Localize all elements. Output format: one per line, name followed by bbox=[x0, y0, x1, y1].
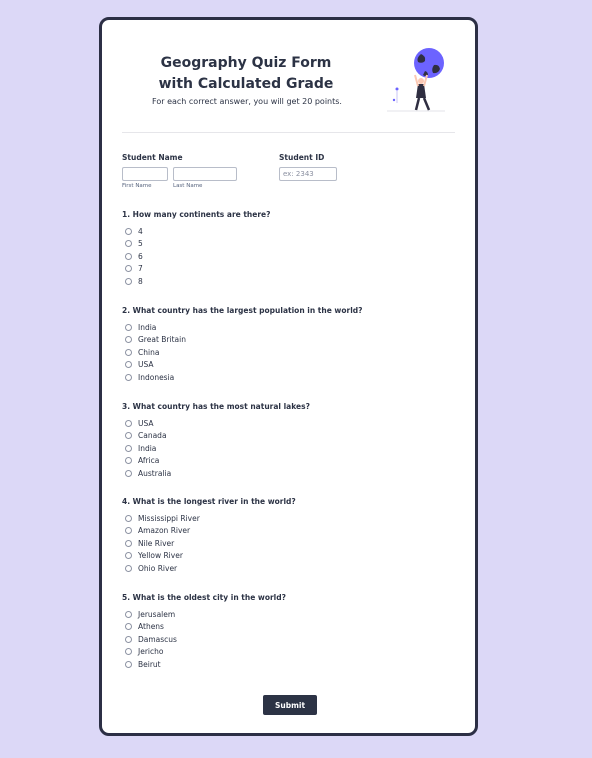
student-name-label: Student Name bbox=[122, 153, 183, 162]
option-item[interactable] bbox=[122, 537, 452, 550]
option-item[interactable] bbox=[122, 621, 452, 634]
question-5 bbox=[122, 593, 452, 671]
radio-button[interactable] bbox=[125, 457, 132, 464]
option-item[interactable] bbox=[122, 633, 452, 646]
option-label: Jericho bbox=[138, 647, 164, 657]
option-item[interactable] bbox=[122, 512, 452, 525]
question-3 bbox=[122, 402, 452, 480]
first-name-sublabel: First Name bbox=[122, 183, 152, 189]
radio-button[interactable] bbox=[125, 420, 132, 427]
option-label: India bbox=[138, 443, 157, 453]
option-label: Great Britain bbox=[138, 335, 186, 345]
person-holding-globe-icon bbox=[385, 45, 449, 117]
option-item[interactable] bbox=[122, 430, 452, 443]
radio-button[interactable] bbox=[125, 515, 132, 522]
option-item[interactable] bbox=[122, 417, 452, 430]
option-item[interactable] bbox=[122, 371, 452, 384]
radio-button[interactable] bbox=[125, 552, 132, 559]
option-label: Canada bbox=[138, 431, 167, 441]
form-subtitle: For each correct answer, you will get 20 points. bbox=[152, 97, 342, 106]
radio-button[interactable] bbox=[125, 636, 132, 643]
option-label: Nile River bbox=[138, 538, 175, 548]
option-item[interactable] bbox=[122, 263, 452, 276]
radio-button[interactable] bbox=[125, 527, 132, 534]
option-item[interactable] bbox=[122, 250, 452, 263]
question-1 bbox=[122, 210, 452, 288]
option-label: India bbox=[138, 322, 157, 332]
option-item[interactable] bbox=[122, 359, 452, 372]
radio-button[interactable] bbox=[125, 265, 132, 272]
radio-button[interactable] bbox=[125, 623, 132, 630]
option-label: 5 bbox=[138, 239, 143, 249]
radio-button[interactable] bbox=[125, 445, 132, 452]
option-label: Amazon River bbox=[138, 526, 191, 536]
radio-button[interactable] bbox=[125, 349, 132, 356]
first-name-field[interactable] bbox=[122, 167, 168, 181]
option-label: Ohio River bbox=[138, 563, 178, 573]
radio-button[interactable] bbox=[125, 278, 132, 285]
option-item[interactable] bbox=[122, 225, 452, 238]
question-title: 2. What country has the largest population in the world? bbox=[122, 306, 363, 315]
option-label: Mississippi River bbox=[138, 513, 200, 523]
option-label: 8 bbox=[138, 276, 143, 286]
option-item[interactable] bbox=[122, 275, 452, 288]
form-card bbox=[99, 17, 478, 736]
option-item[interactable] bbox=[122, 346, 452, 359]
option-item[interactable] bbox=[122, 467, 452, 480]
form-title: Geography Quiz Form with Calculated Grade bbox=[158, 55, 334, 92]
option-item[interactable] bbox=[122, 646, 452, 659]
option-label: 4 bbox=[138, 226, 143, 236]
submit-button[interactable]: Submit bbox=[263, 695, 317, 715]
option-label: USA bbox=[138, 360, 154, 370]
question-title: 3. What country has the most natural lakes? bbox=[122, 402, 310, 411]
option-label: Yellow River bbox=[138, 551, 183, 561]
option-item[interactable] bbox=[122, 334, 452, 347]
radio-button[interactable] bbox=[125, 374, 132, 381]
option-label: Athens bbox=[138, 622, 164, 632]
option-item[interactable] bbox=[122, 525, 452, 538]
question-title: 5. What is the oldest city in the world? bbox=[122, 593, 286, 602]
question-2 bbox=[122, 306, 452, 384]
radio-button[interactable] bbox=[125, 470, 132, 477]
option-label: China bbox=[138, 347, 160, 357]
radio-button[interactable] bbox=[125, 432, 132, 439]
radio-button[interactable] bbox=[125, 240, 132, 247]
student-id-field[interactable] bbox=[279, 167, 337, 181]
question-title: 4. What is the longest river in the world? bbox=[122, 497, 296, 506]
option-label: USA bbox=[138, 418, 154, 428]
radio-button[interactable] bbox=[125, 253, 132, 260]
option-item[interactable] bbox=[122, 658, 452, 671]
radio-button[interactable] bbox=[125, 540, 132, 547]
radio-button[interactable] bbox=[125, 661, 132, 668]
radio-button[interactable] bbox=[125, 324, 132, 331]
radio-button[interactable] bbox=[125, 648, 132, 655]
radio-button[interactable] bbox=[125, 565, 132, 572]
option-label: Damascus bbox=[138, 634, 177, 644]
option-item[interactable] bbox=[122, 562, 452, 575]
option-label: Beirut bbox=[138, 659, 161, 669]
radio-button[interactable] bbox=[125, 336, 132, 343]
question-title: 1. How many continents are there? bbox=[122, 210, 271, 219]
option-label: Indonesia bbox=[138, 372, 175, 382]
last-name-sublabel: Last Name bbox=[173, 183, 203, 189]
option-item[interactable] bbox=[122, 608, 452, 621]
radio-button[interactable] bbox=[125, 228, 132, 235]
option-label: Jerusalem bbox=[138, 609, 176, 619]
question-4 bbox=[122, 497, 452, 575]
header-divider bbox=[122, 132, 455, 133]
option-item[interactable] bbox=[122, 442, 452, 455]
option-item[interactable] bbox=[122, 321, 452, 334]
student-id-label: Student ID bbox=[279, 153, 325, 162]
option-label: Australia bbox=[138, 468, 172, 478]
option-label: Africa bbox=[138, 456, 160, 466]
last-name-field[interactable] bbox=[173, 167, 237, 181]
option-item[interactable] bbox=[122, 455, 452, 468]
option-label: 6 bbox=[138, 251, 143, 261]
option-item[interactable] bbox=[122, 550, 452, 563]
option-item[interactable] bbox=[122, 238, 452, 251]
radio-button[interactable] bbox=[125, 611, 132, 618]
option-label: 7 bbox=[138, 264, 143, 274]
radio-button[interactable] bbox=[125, 361, 132, 368]
